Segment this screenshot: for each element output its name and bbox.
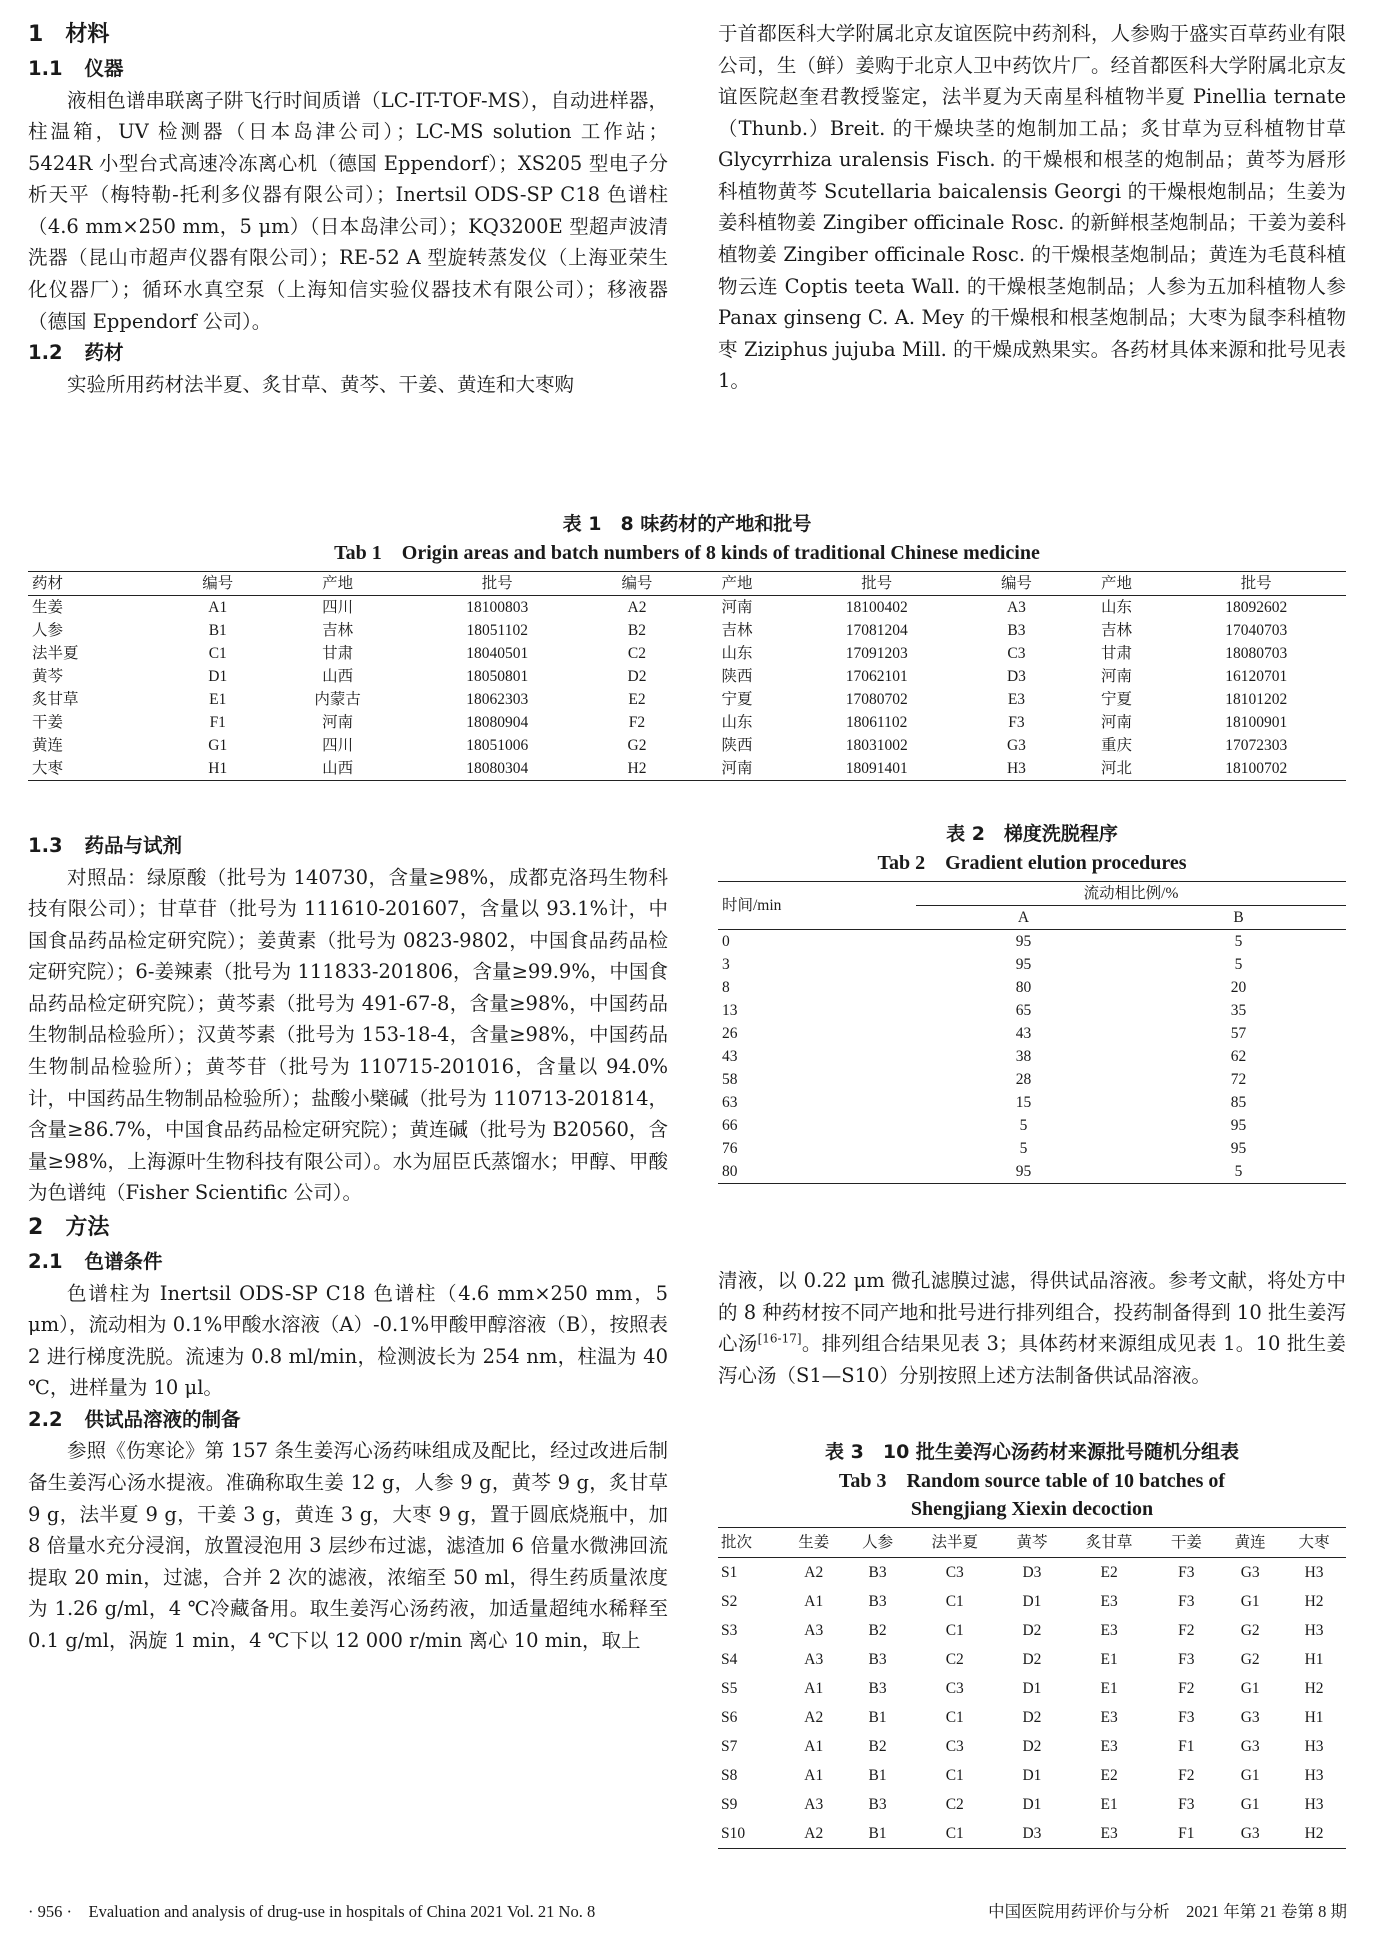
table-1-cell: 法半夏 [32,644,79,662]
table-3-cell: D2 [1022,1650,1042,1668]
table-1-cell: 河北 [1100,759,1132,777]
table-3-cell: A1 [804,1737,824,1755]
table-1-row [28,757,1346,781]
table-3-cell: H3 [1304,1795,1324,1813]
table-1-header-cell: 产地 [1100,574,1132,592]
table-2-cell: 26 [722,1024,738,1042]
table-3-cell: S4 [721,1650,738,1668]
table-1-cell: B3 [1007,621,1026,639]
table-1-cell: 18050801 [466,667,529,685]
table-1 [28,571,1346,781]
table-3-cell: H3 [1304,1563,1324,1581]
table-3-cell: H3 [1304,1737,1324,1755]
table-1-cell: C2 [627,644,647,662]
table-1-cell: 黄连 [32,736,64,754]
right-column-top [718,18,1346,397]
table-3-cell: D3 [1022,1824,1042,1842]
paragraph-text-a: 清液，以 0.22 μm 微孔滤膜过滤，得供试品溶液。参考文献，将处方中的 8 种药材按不同产地和批号进行排列组合，投药制备得到 10 批生姜泻心汤 [718,1269,1346,1356]
table-3-cell: D3 [1022,1563,1042,1581]
table-1-cell: H3 [1006,759,1026,777]
table-1-cell: E3 [1007,690,1026,708]
table-1-cell: 河南 [1100,667,1132,685]
table-2-cell: 43 [1015,1024,1032,1042]
table-1-cell: 18100803 [466,598,529,616]
table-2-cell: 63 [722,1093,738,1111]
table-1-cell: 四川 [322,598,354,616]
table-3-cell: E1 [1100,1650,1118,1668]
table-2-cell: 62 [1230,1047,1247,1065]
table-1-cell: 18101202 [1225,690,1288,708]
table-1-cell: 河南 [1100,713,1132,731]
table-3-cell: G3 [1240,1737,1260,1755]
table-3-cell: C3 [945,1737,964,1755]
table-3-cell: D1 [1022,1592,1042,1610]
table-1-cell: F3 [1008,713,1025,731]
table-1-cell: 甘肃 [1100,644,1132,662]
table-2-row [718,1045,1346,1068]
table-3-cell: A1 [804,1592,824,1610]
table-1-cell: C3 [1007,644,1026,662]
table-3-cell: F3 [1178,1795,1195,1813]
left-column [28,18,668,400]
table-3-cell: E3 [1100,1737,1118,1755]
table-1-cell: H2 [627,759,647,777]
section-heading-2: 2 方法 [28,1214,110,1240]
table-3-cell: E2 [1100,1563,1118,1581]
table-2-header-group: 流动相比例/% [916,881,1346,905]
table-3-cell: E1 [1100,1795,1118,1813]
table-2-cell: 43 [722,1047,738,1065]
table-1-caption-cn: 表 1 8 味药材的产地和批号 [562,513,812,535]
table-1-header-cell: 编号 [1000,574,1032,592]
table-3-cell: C3 [945,1679,964,1697]
table-2-header-b: B [1233,908,1244,926]
table-1-cell: 山东 [1100,598,1132,616]
table-2-cell: 66 [722,1116,738,1134]
table-3-cell: B1 [868,1824,887,1842]
table-1-header-cell: 批号 [481,574,513,592]
table-3-cell: B3 [868,1795,887,1813]
table-3-cell: C2 [945,1795,964,1813]
table-2-cell: 20 [1230,978,1247,996]
table-1-cell: 河南 [721,598,753,616]
paragraph-reagents: 对照品：绿原酸（批号为 140730，含量≥98%，成都克洛玛生物科技有限公司）；甘草苷（批号为 111610-201607，含量以 93.1%计，中国食品药品检定研究院）；姜黄素（批号为 0823-9802，中国食品药品检定研究院）；6-姜辣素（批号为 111833-201806，含量≥99.9%，中国食品药品检定研究院）；黄芩素（批号为 491-67-8，含量≥98%，中国药品生物制品检验所）；汉黄芩素（批号为 153-18-4，含量≥98%，中国药品生物制品检验所）；黄芩苷（批号为 110715-201016，含量以 94.0%计，中国药品生物制品检验所）；盐酸小檗碱（批号为 110713-201814，含量≥86.7%，中国食品药品检定研究院）；黄连碱（批号为 B20560，含量≥98%，上海源叶生物科技有限公司）。水为屈臣氏蒸馏水；甲醇、甲酸为色谱纯（Fisher Scientific 公司）。 [28,865,668,1205]
table-2 [718,881,1346,1184]
table-2-cell: 85 [1230,1093,1247,1111]
table-3-cell: A3 [804,1650,824,1668]
table-3-cell: C1 [945,1766,964,1784]
table-3-row [718,1616,1346,1645]
table-3-header-cell: 干姜 [1170,1533,1202,1551]
table-2-row [718,1091,1346,1114]
table-1-cell: 炙甘草 [32,690,79,708]
table-3-header-cell: 大枣 [1298,1533,1330,1551]
table-1-cell: 吉林 [322,621,354,639]
table-1-row [28,688,1346,711]
table-1-cell: A2 [627,598,647,616]
table-2-cell: 58 [722,1070,738,1088]
table-1-cell: C1 [208,644,227,662]
table-2-row [718,929,1346,953]
table-1-cell: 吉林 [721,621,753,639]
table-1-cell: G3 [1006,736,1026,754]
table-2-cell: 8 [722,978,730,996]
table-3-cell: F3 [1178,1563,1195,1581]
table-1-cell: G1 [208,736,228,754]
table-3-cell: D1 [1022,1766,1042,1784]
table-3-row [718,1557,1346,1587]
table-2-row [718,953,1346,976]
table-3-cell: A2 [804,1708,824,1726]
table-1-cell: H1 [208,759,228,777]
table-3-cell: H2 [1304,1679,1324,1697]
table-3-cell: S2 [721,1592,738,1610]
table-3-header-cell: 炙甘草 [1085,1533,1133,1551]
table-2-cell: 72 [1230,1070,1247,1088]
table-3-header-cell: 生姜 [798,1533,830,1551]
table-3-cell: S3 [721,1621,738,1639]
table-3-row [718,1645,1346,1674]
table-3-cell: F2 [1178,1621,1195,1639]
left-column-lower [28,830,668,1656]
table-3-cell: A1 [804,1679,824,1697]
table-3-cell: B3 [868,1650,887,1668]
table-1-cell: 四川 [322,736,354,754]
table-1-row [28,595,1346,619]
table-3-header-cell: 批次 [721,1533,753,1551]
table-3-header-cell: 法半夏 [931,1533,979,1551]
table-1-header-cell: 编号 [202,574,234,592]
table-3-cell: B2 [868,1737,887,1755]
table-1-cell: 山西 [322,759,354,777]
table-1-cell: 生姜 [32,598,64,616]
table-3-cell: F3 [1178,1650,1195,1668]
table-2-cell: 80 [718,1160,916,1184]
table-3-cell: H1 [1304,1708,1324,1726]
paragraph-sample-prep: 参照《伤寒论》第 157 条生姜泻心汤药味组成及配比，经过改进后制备生姜泻心汤水提液。准确称取生姜 12 g，人参 9 g，黄芩 9 g，炙甘草 9 g，法半夏 9 g，干姜 3 g，黄连 3 g，大枣 9 g，置于圆底烧瓶中，加 8 倍量水充分浸润，放置浸泡用 3 层纱布过滤，滤渣加 6 倍量水微沸回流提取 20 min，过滤，合并 2 次的滤液，浓缩至 50 ml，得生药质量浓度为 1.26 g/ml，4 ℃冷藏备用。取生姜泻心汤药液，加适量超纯水稀释至 0.1 g/ml，涡旋 1 min，4 ℃下以 12 000 r/min 离心 10 min，取上 [28,1439,668,1652]
table-1-cell: 重庆 [1100,736,1132,754]
table-2-cell: 95 [1230,1116,1247,1134]
table-2-row [718,999,1346,1022]
table-1-cell: 宁夏 [721,690,753,708]
table-3-row [718,1587,1346,1616]
table-3-cell: B3 [868,1563,887,1581]
table-3-cell: A3 [804,1621,824,1639]
table-1-cell: 河南 [721,759,753,777]
table-1-cell: 吉林 [1100,621,1132,639]
table-3-cell: S7 [721,1737,738,1755]
table-3-row [718,1674,1346,1703]
table-3-cell: F2 [1178,1766,1195,1784]
table-3-cell: G1 [1240,1592,1260,1610]
table-1-header-cell: 产地 [721,574,753,592]
table-1-cell: 16120701 [1225,667,1288,685]
table-3-cell: S1 [721,1563,738,1581]
table-1-cell: 17062101 [845,667,908,685]
table-3-cell: F1 [1178,1824,1195,1842]
table-1-cell: 17040703 [1225,621,1288,639]
table-3-cell: B2 [868,1621,887,1639]
table-1-cell: 18031002 [845,736,908,754]
table-1-cell: 18080904 [466,713,529,731]
table-3-cell: B1 [868,1708,887,1726]
table-2-cell: 65 [1015,1001,1032,1019]
paragraph-sample-continued [718,1265,1346,1391]
table-1-cell: B1 [208,621,227,639]
table-3-cell: B3 [868,1679,887,1697]
table-1-header-cell: 批号 [861,574,893,592]
table-1-cell: G2 [627,736,647,754]
table-1-cell: 17080702 [845,690,908,708]
table-3-cell: H2 [1304,1824,1324,1842]
section-heading-2-2: 2.2 供试品溶液的制备 [28,1407,241,1431]
table-3-cell: S8 [721,1766,738,1784]
table-1-cell: 18100901 [1225,713,1288,731]
table-3-cell: D1 [1022,1679,1042,1697]
table-3-row [718,1703,1346,1732]
table-3-cell: D1 [1022,1795,1042,1813]
table-3-cell: D2 [1022,1737,1042,1755]
table-3-cell: C1 [945,1708,964,1726]
table-3-cell: H3 [1304,1621,1324,1639]
table-3-block [718,1438,1346,1849]
table-1-cell: 17072303 [1225,736,1288,754]
table-2-cell: 3 [722,955,730,973]
table-3-cell: G3 [1240,1563,1260,1581]
table-1-header-cell: 药材 [32,574,64,592]
table-3-cell: A2 [804,1563,824,1581]
table-1-cell: 18100402 [845,598,908,616]
table-3-cell: G2 [1240,1650,1260,1668]
table-3-row [718,1761,1346,1790]
table-1-cell: 内蒙古 [314,690,361,708]
table-3-cell: E1 [1100,1679,1118,1697]
table-3-row [718,1732,1346,1761]
table-3-cell: S10 [721,1824,746,1842]
table-3-cell: G1 [1240,1766,1260,1784]
table-3-cell: D2 [1022,1708,1042,1726]
table-1-header-cell: 批号 [1240,574,1272,592]
table-2-row [718,1160,1346,1184]
section-heading-1-3: 1.3 药品与试剂 [28,834,183,857]
table-2-cell: 13 [722,1001,738,1019]
table-3-caption-en-1: Tab 3 Random source table of 10 batches of [838,1469,1226,1492]
table-1-row [28,619,1346,642]
section-heading-2-1: 2.1 色谱条件 [28,1249,163,1273]
table-2-block [718,820,1346,1184]
table-2-header-a: A [1017,908,1030,926]
section-heading-1-1: 1.1 仪器 [28,57,124,80]
table-1-cell: E2 [628,690,646,708]
table-1-cell: 18080304 [466,759,529,777]
table-3-caption-cn: 表 3 10 批生姜泻心汤药材来源批号随机分组表 [825,1441,1239,1463]
table-1-block [28,510,1346,781]
table-1-header-cell: 产地 [322,574,354,592]
table-3-cell: C1 [945,1621,964,1639]
table-3-cell: C2 [945,1650,964,1668]
table-3-cell: F3 [1178,1708,1195,1726]
table-3-cell: F3 [1178,1592,1195,1610]
table-2-cell: 95 [1230,1139,1247,1157]
table-1-cell: 人参 [32,621,64,639]
table-3-cell: E3 [1100,1592,1118,1610]
table-1-cell: 河南 [322,713,354,731]
table-1-cell: 18061102 [846,713,908,731]
table-3-cell: B1 [868,1766,887,1784]
right-column-middle [718,1265,1346,1391]
paragraph-herbs-continued: 于首都医科大学附属北京友谊医院中药剂科，人参购于盛实百草药业有限公司，生（鲜）姜购于北京人卫中药饮片厂。经首都医科大学附属北京友谊医院赵奎君教授鉴定，法半夏为天南星科植物半夏 Pinellia ternate（Thunb.）Breit. 的干燥块茎的炮制加工品；炙甘草为豆科植物甘草 Glycyrrhiza uralensis Fisch. 的干燥根和根茎的炮制品；黄芩为唇形科植物黄芩 Scutellaria baicalensis Georgi 的干燥根炮制品；生姜为姜科植物姜 Zingiber officinale Rosc. 的新鲜根茎炮制品；干姜为姜科植物姜 Zingiber officinale Rosc. 的干燥根茎炮制品；黄连为毛茛科植物云连 Coptis teeta Wall. 的干燥根茎炮制品；人参为五加科植物人参 Panax ginseng C. A. Mey 的干燥根和根茎炮制品；大枣为鼠李科植物枣 Ziziphus jujuba Mill. 的干燥成熟果实。各药材具体来源和批号见表 1。 [718,22,1346,393]
table-1-cell: 18100702 [1225,759,1288,777]
table-2-row [718,1022,1346,1045]
table-3-cell: E3 [1100,1621,1118,1639]
table-3-cell: S9 [721,1795,738,1813]
table-3-cell: G3 [1240,1708,1260,1726]
page-footer-left: · 956 · Evaluation and analysis of drug-use in hospitals of China 2021 Vol. 21 No. 8 [28,1902,596,1921]
table-1-cell: F2 [628,713,646,731]
table-3-cell: C1 [945,1592,964,1610]
table-2-cell: 38 [1015,1047,1032,1065]
table-1-cell: 17091203 [845,644,908,662]
table-3-cell: A1 [804,1766,824,1784]
table-3-cell: S5 [721,1679,738,1697]
table-2-row [718,976,1346,999]
table-2-cell: 95 [1015,932,1032,950]
table-1-cell: 18051102 [466,621,528,639]
table-1-cell: 黄芩 [32,667,64,685]
paragraph-chromatography: 色谱柱为 Inertsil ODS-SP C18 色谱柱（4.6 mm×250 mm，5 μm），流动相为 0.1%甲酸水溶液（A）-0.1%甲酸甲醇溶液（B），按照表 2 进行梯度洗脱。流速为 0.8 ml/min，检测波长为 254 nm，柱温为 40 ℃，进样量为 10 μl。 [28,1281,668,1400]
table-1-cell: 山西 [322,667,354,685]
table-1-cell: A3 [1006,598,1026,616]
table-1-cell: 山东 [721,644,753,662]
page-footer-right: 中国医院用药评价与分析 2021 年第 21 卷第 8 期 [988,1902,1347,1921]
table-3-cell: H2 [1304,1592,1324,1610]
table-3-cell: G1 [1240,1795,1260,1813]
section-heading-1: 1 材料 [28,22,110,47]
table-1-cell: 甘肃 [322,644,354,662]
table-1-cell: D1 [208,667,228,685]
table-1-cell: 宁夏 [1100,690,1132,708]
table-1-cell: 18080703 [1225,644,1288,662]
table-2-row [718,1137,1346,1160]
table-2-cell: 15 [1015,1093,1032,1111]
table-1-cell: 18092602 [1225,598,1288,616]
table-1-cell: F1 [209,713,226,731]
table-3-cell: S6 [721,1708,738,1726]
table-2-caption-en: Tab 2 Gradient elution procedures [877,851,1187,874]
table-3-header-cell: 人参 [862,1533,894,1551]
table-3-cell: E3 [1100,1708,1118,1726]
table-1-cell: A1 [208,598,228,616]
table-3-cell: C3 [945,1563,964,1581]
table-3-cell: A2 [804,1824,824,1842]
reference-marker: [16-17] [757,1331,802,1346]
table-3-row [718,1819,1346,1849]
table-3-cell: A3 [804,1795,824,1813]
table-2-cell: 76 [722,1139,738,1157]
paragraph-instruments: 液相色谱串联离子阱飞行时间质谱（LC-IT-TOF-MS），自动进样器，柱温箱，UV 检测器（日本岛津公司）；LC-MS solution 工作站；5424R 小型台式高速冷冻离心机（德国 Eppendorf）；XS205 型电子分析天平（梅特勒-托利多仪器有限公司）；Inertsil ODS-SP C18 色谱柱（4.6 mm×250 mm，5 μm）（日本岛津公司）；KQ3200E 型超声波清洗器（昆山市超声仪器有限公司）；RE-52 A 型旋转蒸发仪（上海亚荣生化仪器厂）；循环水真空泵（上海知信实验仪器技术有限公司）；移液器（德国 Eppendorf 公司）。 [28,88,668,333]
paragraph-herbs-start: 实验所用药材法半夏、炙甘草、黄芩、干姜、黄连和大枣购 [67,372,575,396]
table-1-cell: 山东 [721,713,753,731]
section-heading-1-2: 1.2 药材 [28,341,124,365]
paragraph-text-b: 。排列组合结果见表 3；具体药材来源组成见表 1。10 批生姜泻心汤（S1—S10）分别按照上述方法制备供试品溶液。 [718,1332,1346,1387]
table-3-cell: G3 [1240,1824,1260,1842]
table-1-cell: E1 [209,690,227,708]
table-3-cell: E2 [1100,1766,1118,1784]
table-2-row [718,1068,1346,1091]
table-2-cell: 0 [722,932,730,950]
table-2-cell: 28 [1015,1070,1032,1088]
table-1-caption-en: Tab 1 Origin areas and batch numbers of 8 kinds of traditional Chinese medicine [334,541,1040,564]
table-3-cell: H3 [1304,1766,1324,1784]
table-3-cell: F2 [1178,1679,1195,1697]
table-1-cell: B2 [627,621,647,639]
table-3-cell: E3 [1100,1824,1118,1842]
table-1-header-cell: 编号 [621,574,653,592]
table-2-row [718,1114,1346,1137]
table-1-cell: D3 [1006,667,1026,685]
table-1-row [28,734,1346,757]
table-3-cell: G1 [1240,1679,1260,1697]
table-2-cell: 35 [1230,1001,1247,1019]
table-1-cell: 18091401 [845,759,908,777]
table-1-cell: 陕西 [721,667,753,685]
table-2-cell: 57 [1230,1024,1247,1042]
table-3-cell: F1 [1178,1737,1195,1755]
table-2-caption-cn: 表 2 梯度洗脱程序 [946,823,1118,845]
table-2-cell: 5 [1019,1116,1028,1134]
table-1-row [28,642,1346,665]
table-3-cell: G2 [1240,1621,1260,1639]
table-1-cell: 18040501 [466,644,529,662]
table-3-row [718,1790,1346,1819]
table-3-cell: D2 [1022,1621,1042,1639]
table-3-cell: C1 [945,1824,964,1842]
table-2-cell: 95 [1015,955,1032,973]
table-3-caption-en-2: Shengjiang Xiexin decoction [910,1497,1154,1520]
table-2-cell: 5 [1234,955,1243,973]
table-1-cell: 17081204 [845,621,908,639]
table-1-cell: 干姜 [32,713,64,731]
table-2-cell: 95 [916,1160,1131,1184]
table-2-cell: 80 [1015,978,1032,996]
table-1-cell: 18051006 [466,736,529,754]
table-3-header-cell: 黄芩 [1016,1533,1048,1551]
table-3-cell: H1 [1304,1650,1324,1668]
table-3 [718,1527,1346,1849]
table-2-cell: 5 [1234,932,1243,950]
table-1-row [28,711,1346,734]
table-1-cell: 大枣 [32,759,64,777]
table-3-cell: B3 [868,1592,887,1610]
table-1-cell: 18062303 [466,690,529,708]
table-2-cell: 5 [1019,1139,1028,1157]
table-1-cell: 陕西 [721,736,753,754]
table-3-header-cell: 黄连 [1234,1533,1266,1551]
table-1-row [28,665,1346,688]
table-2-cell: 5 [1131,1160,1346,1184]
table-2-header-time: 时间/min [722,896,782,914]
table-1-cell: D2 [627,667,647,685]
